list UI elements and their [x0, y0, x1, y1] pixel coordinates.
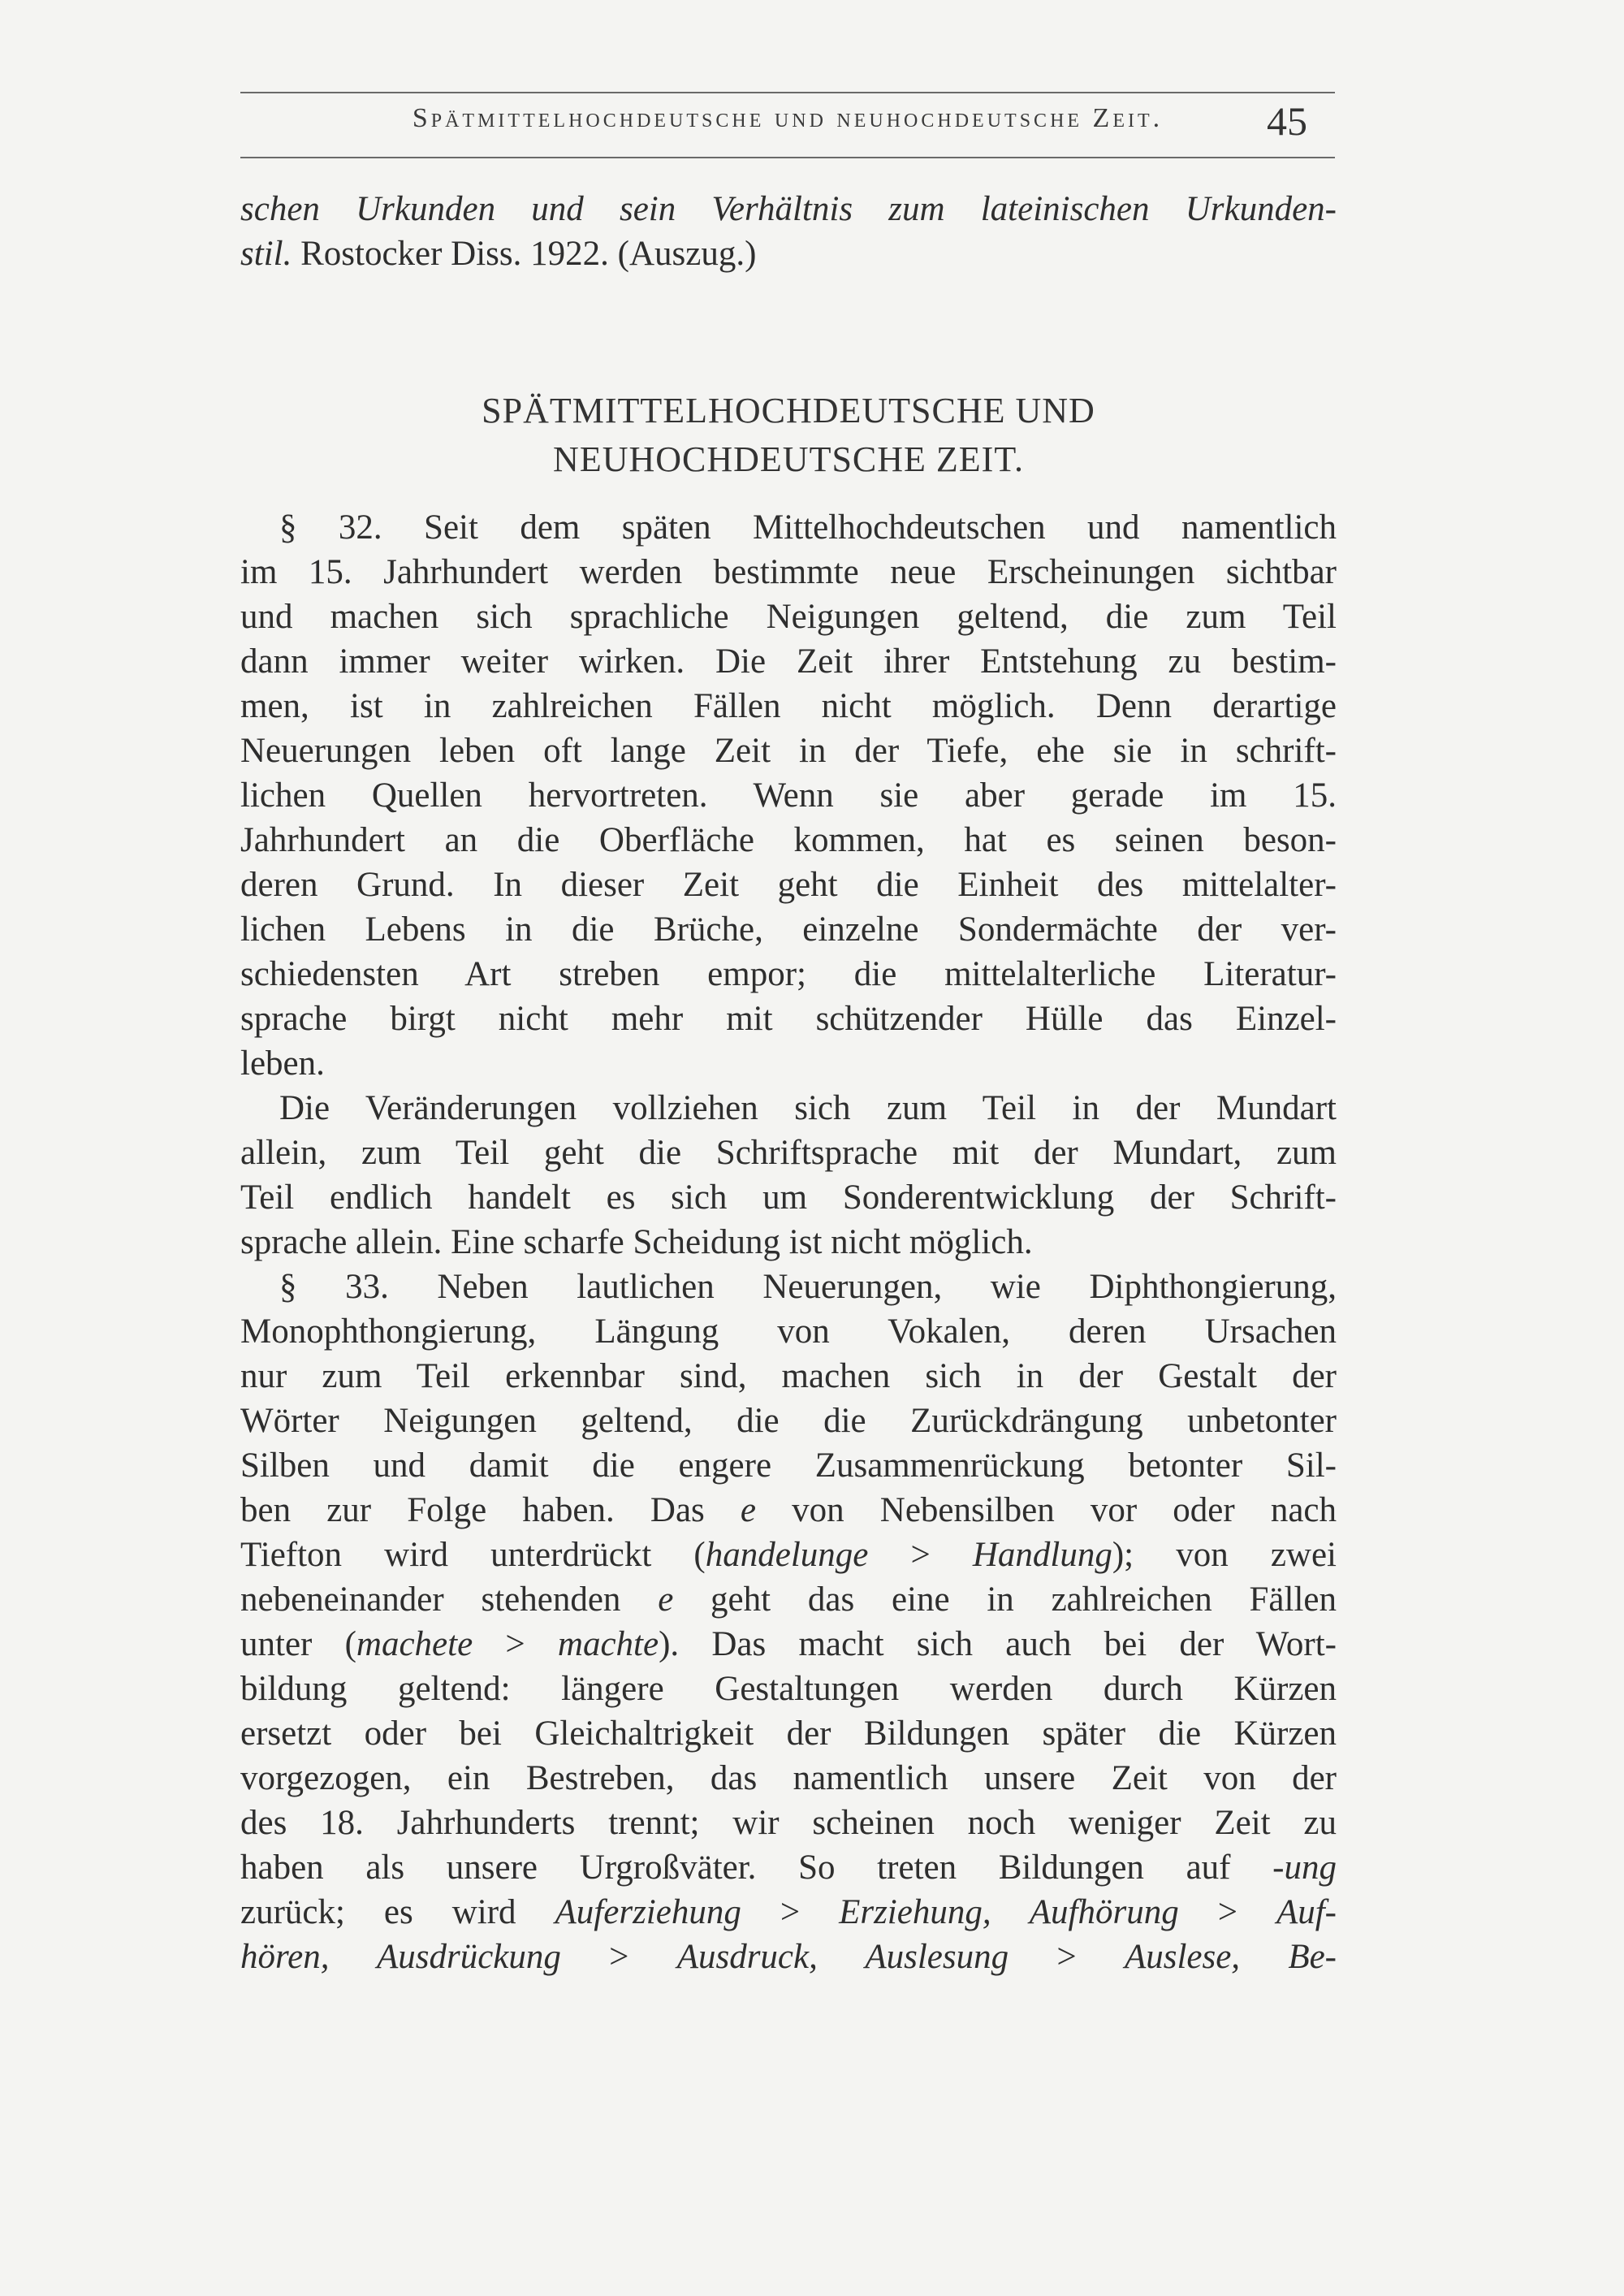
text-segment: Teil endlich handelt es sich um Sonderentwicklung der Schrift- [240, 1178, 1337, 1217]
text-segment: vorgezogen, ein Bestreben, das namentlich unsere Zeit von der [240, 1759, 1337, 1797]
text-segment: geht das eine in zahlreichen Fällen [673, 1580, 1337, 1619]
text-line [240, 1533, 1337, 1577]
section-heading-line-1: SPÄTMITTELHOCHDEUTSCHE UND [482, 391, 1095, 430]
text-line [240, 1711, 1337, 1756]
body-text [240, 505, 1337, 1979]
text-line [240, 684, 1337, 729]
text-segment: Monophthongierung, Längung von Vokalen, deren Ursachen [240, 1312, 1337, 1351]
text-line [240, 1801, 1337, 1845]
text-segment: lichen Lebens in die Brüche, einzelne Sondermächte der ver- [240, 910, 1337, 949]
text-segment: § 32. Seit dem späten Mittelhochdeutschen und namentlich [279, 508, 1337, 547]
text-segment: sprache birgt nicht mehr mit schützender Hülle das Einzel- [240, 1000, 1337, 1038]
text-segment: und machen sich sprachliche Neigungen geltend, die zum Teil [240, 598, 1337, 636]
text-segment: unter ( [240, 1625, 356, 1663]
text-segment: > [1178, 1893, 1276, 1931]
text-line [240, 1667, 1337, 1711]
text-line [240, 952, 1337, 997]
header-rule-bottom [240, 157, 1335, 158]
text-line [240, 1443, 1337, 1488]
section-heading-line-2: NEUHOCHDEUTSCHE ZEIT. [553, 439, 1024, 479]
text-segment: Wörter Neigungen geltend, die die Zurückdrängung unbetonter [240, 1402, 1337, 1440]
italic-text: -ung [1272, 1848, 1337, 1887]
italic-text: e [658, 1580, 674, 1619]
text-line [240, 997, 1337, 1041]
header-rule-top [240, 92, 1335, 93]
text-line [240, 729, 1337, 773]
text-segment: Silben und damit die engere Zusammenrückung betonter Sil- [240, 1446, 1337, 1485]
text-line [240, 907, 1337, 952]
text-line [240, 1131, 1337, 1175]
text-line [240, 1086, 1337, 1131]
text-line [240, 1175, 1337, 1220]
text-line [240, 1577, 1337, 1622]
text-segment: des 18. Jahrhunderts trennt; wir scheinen noch weniger Zeit zu [240, 1804, 1337, 1842]
italic-text: Auslese, Be- [1124, 1938, 1337, 1976]
text-segment: Die Veränderungen vollziehen sich zum Teil in der Mundart [279, 1089, 1337, 1127]
italic-text: Auferziehung [555, 1893, 741, 1931]
text-line [240, 505, 1337, 550]
text-line [240, 1756, 1337, 1801]
text-line [240, 1399, 1337, 1443]
italic-text: hören, Ausdrückung [240, 1938, 561, 1976]
text-segment: men, ist in zahlreichen Fällen nicht möglich. Denn derartige [240, 687, 1337, 725]
italic-text: Handlung [972, 1536, 1112, 1574]
italic-text: stil. [240, 235, 292, 273]
text-segment: nebeneinander stehenden [240, 1580, 659, 1619]
text-segment: > [868, 1536, 973, 1574]
text-segment: ben zur Folge haben. Das [240, 1491, 741, 1529]
text-segment: > [473, 1625, 558, 1663]
text-segment: ). Das macht sich auch bei der Wort- [659, 1625, 1337, 1663]
text-segment: Jahrhundert an die Oberfläche kommen, hat es seinen beson- [240, 821, 1337, 859]
text-segment: von Nebensilben vor oder nach [756, 1491, 1337, 1529]
text-line [240, 639, 1337, 684]
text-segment: haben als unsere Urgroßväter. So treten Bildungen auf [240, 1848, 1273, 1887]
text-segment: § 33. Neben lautlichen Neuerungen, wie Diphthongierung, [279, 1268, 1337, 1306]
italic-text: handelunge [705, 1536, 869, 1574]
text-segment: im 15. Jahrhundert werden bestimmte neue Erscheinungen sichtbar [240, 553, 1337, 591]
text-segment: > [741, 1893, 840, 1931]
text-segment: Tiefton wird unterdrückt ( [240, 1536, 706, 1574]
continuation-text [240, 187, 1337, 276]
text-line [240, 818, 1337, 863]
text-line [240, 1309, 1337, 1354]
italic-text: machte [557, 1625, 659, 1663]
text-line [240, 1265, 1337, 1309]
text-segment: Rostocker Diss. 1922. (Auszug.) [292, 235, 757, 273]
page-number: 45 [1267, 98, 1307, 144]
text-segment: nur zum Teil erkennbar sind, machen sich in der Gestalt der [240, 1357, 1337, 1395]
text-segment: ersetzt oder bei Gleichaltrigkeit der Bildungen später die Kürzen [240, 1714, 1337, 1753]
text-segment: sprache allein. Eine scharfe Scheidung ist nicht möglich. [240, 1223, 1033, 1261]
italic-text: Auf- [1276, 1893, 1337, 1931]
text-segment: > [560, 1938, 677, 1976]
text-segment: zurück; es wird [240, 1893, 555, 1931]
italic-text: Erziehung, Aufhörung [839, 1893, 1179, 1931]
text-line [240, 1354, 1337, 1399]
text-line [240, 1220, 1337, 1265]
italic-text: Ausdruck, Auslesung [676, 1938, 1009, 1976]
text-line [240, 1488, 1337, 1533]
text-line [240, 1890, 1337, 1935]
text-segment: bildung geltend: längere Gestaltungen werden durch Kürzen [240, 1670, 1337, 1708]
italic-text: e [740, 1491, 756, 1529]
text-segment: ); von zwei [1112, 1536, 1337, 1574]
italic-text: schen Urkunden und sein Verhältnis zum lateinischen Urkunden- [240, 190, 1337, 228]
text-line [240, 187, 1337, 231]
text-segment: schiedensten Art streben empor; die mittelalterliche Literatur- [240, 955, 1337, 993]
text-segment: Neuerungen leben oft lange Zeit in der Tiefe, ehe sie in schrift- [240, 732, 1337, 770]
text-line [240, 1622, 1337, 1667]
text-segment: dann immer weiter wirken. Die Zeit ihrer Entstehung zu bestim- [240, 642, 1337, 681]
text-line [240, 1845, 1337, 1890]
text-line [240, 863, 1337, 907]
text-segment: deren Grund. In dieser Zeit geht die Einheit des mittelalter- [240, 866, 1337, 904]
text-line [240, 773, 1337, 818]
text-line [240, 595, 1337, 639]
text-line [240, 231, 1337, 276]
text-segment: > [1009, 1938, 1125, 1976]
text-line [240, 550, 1337, 595]
text-segment: allein, zum Teil geht die Schriftsprache mit der Mundart, zum [240, 1134, 1337, 1172]
italic-text: machete [356, 1625, 473, 1663]
text-segment: leben. [240, 1044, 325, 1083]
text-line [240, 1041, 1337, 1086]
text-segment: lichen Quellen hervortreten. Wenn sie aber gerade im 15. [240, 776, 1337, 815]
running-title: Spätmittelhochdeutsche und neuhochdeutsche Zeit. [412, 103, 1164, 133]
text-line [240, 1935, 1337, 1979]
